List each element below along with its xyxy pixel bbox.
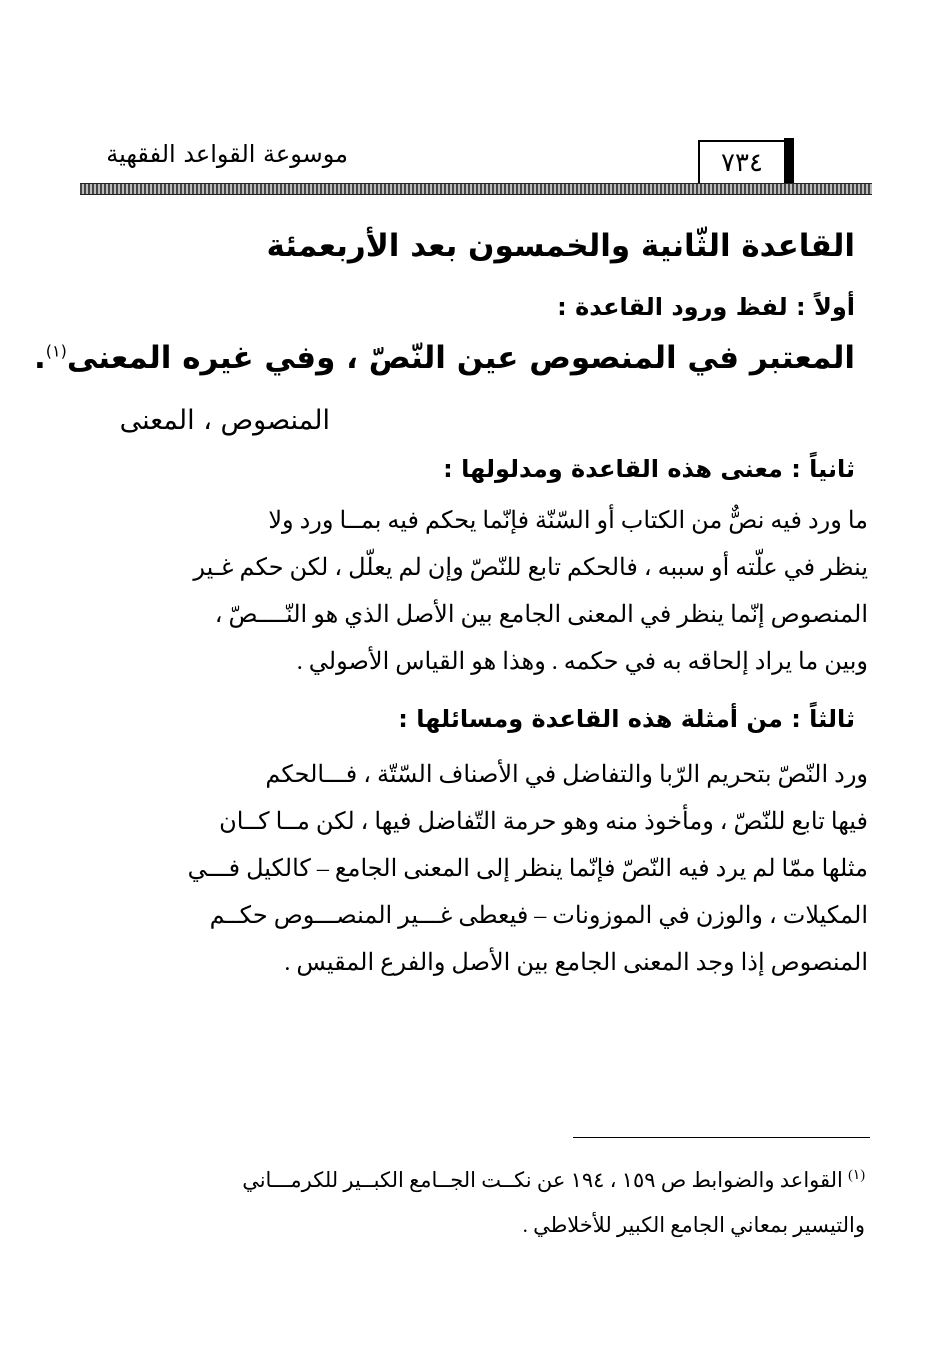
footnote-divider (573, 1137, 870, 1138)
paragraph-line: المنصوص إذا وجد المعنى الجامع بين الأصل والفرع المقيس . (284, 950, 868, 976)
footnote-marker: (١) (848, 1168, 865, 1183)
rule-title: القاعدة الثّانية والخمسون بعد الأربعمئة (266, 228, 855, 264)
section2-heading: ثانياً : معنى هذه القاعدة ومدلولها : (443, 455, 855, 483)
section3-heading: ثالثاً : من أمثلة هذه القاعدة ومسائلها : (398, 705, 855, 733)
book-title: موسوعة القواعد الفقهية (106, 140, 348, 168)
rule-keywords: المنصوص ، المعنى (119, 405, 330, 436)
page-number-box (698, 140, 784, 183)
rule-statement (34, 340, 855, 376)
paragraph-line: المنصوص إنّما ينظر في المعنى الجامع بين الأصل الذي هو النّــــصّ ، (214, 602, 868, 628)
footnote-text-2: والتيسير بمعاني الجامع الكبير للأخلاطي . (522, 1213, 865, 1237)
paragraph-line: ينظر في علّته أو سببه ، فالحكم تابع للنّصّ وإن لم يعلّل ، لكن حكم غـير (193, 555, 868, 581)
rule-note-ref: (١) (45, 341, 67, 361)
page-number-bar (784, 138, 794, 185)
footnote (85, 1153, 865, 1248)
footnote-text-1: القواعد والضوابط ص ١٥٩ ، ١٩٤ عن نكــت الجــامع الكبــير للكرمـــاني (242, 1168, 843, 1192)
rule-end-mark: . (33, 340, 46, 376)
footnote-line (85, 1153, 865, 1203)
header-divider (80, 183, 872, 195)
paragraph-line: مثلها ممّا لم يرد فيه النّصّ فإنّما ينظر إلى المعنى الجامع – كالكيل فـــي (187, 856, 868, 882)
section3-paragraph (78, 752, 868, 987)
paragraph-line: المكيلات ، والوزن في الموزونات – فيعطى غـــير المنصـــوص حكــم (209, 903, 868, 929)
page-number: ٧٣٤ (721, 147, 763, 178)
section1-heading: أولاً : لفظ ورود القاعدة : (557, 293, 855, 321)
paragraph-line: ورد النّصّ بتحريم الرّبا والتفاضل في الأصناف السّتّة ، فـــالحكم (265, 762, 868, 788)
paragraph-line: وبين ما يراد إلحاقه به في حكمه . وهذا هو القياس الأصولي . (296, 649, 868, 675)
section2-paragraph (78, 498, 868, 686)
paragraph-line: ما ورد فيه نصٌّ من الكتاب أو السّنّة فإنّما يحكم فيه بمــا ورد ولا (268, 508, 868, 534)
rule-statement-text: المعتبر في المنصوص عين النّصّ ، وفي غيره المعنى (66, 340, 855, 376)
paragraph-line: فيها تابع للنّصّ ، ومأخوذ منه وهو حرمة التّفاضل فيها ، لكن مــا كــان (219, 809, 868, 835)
